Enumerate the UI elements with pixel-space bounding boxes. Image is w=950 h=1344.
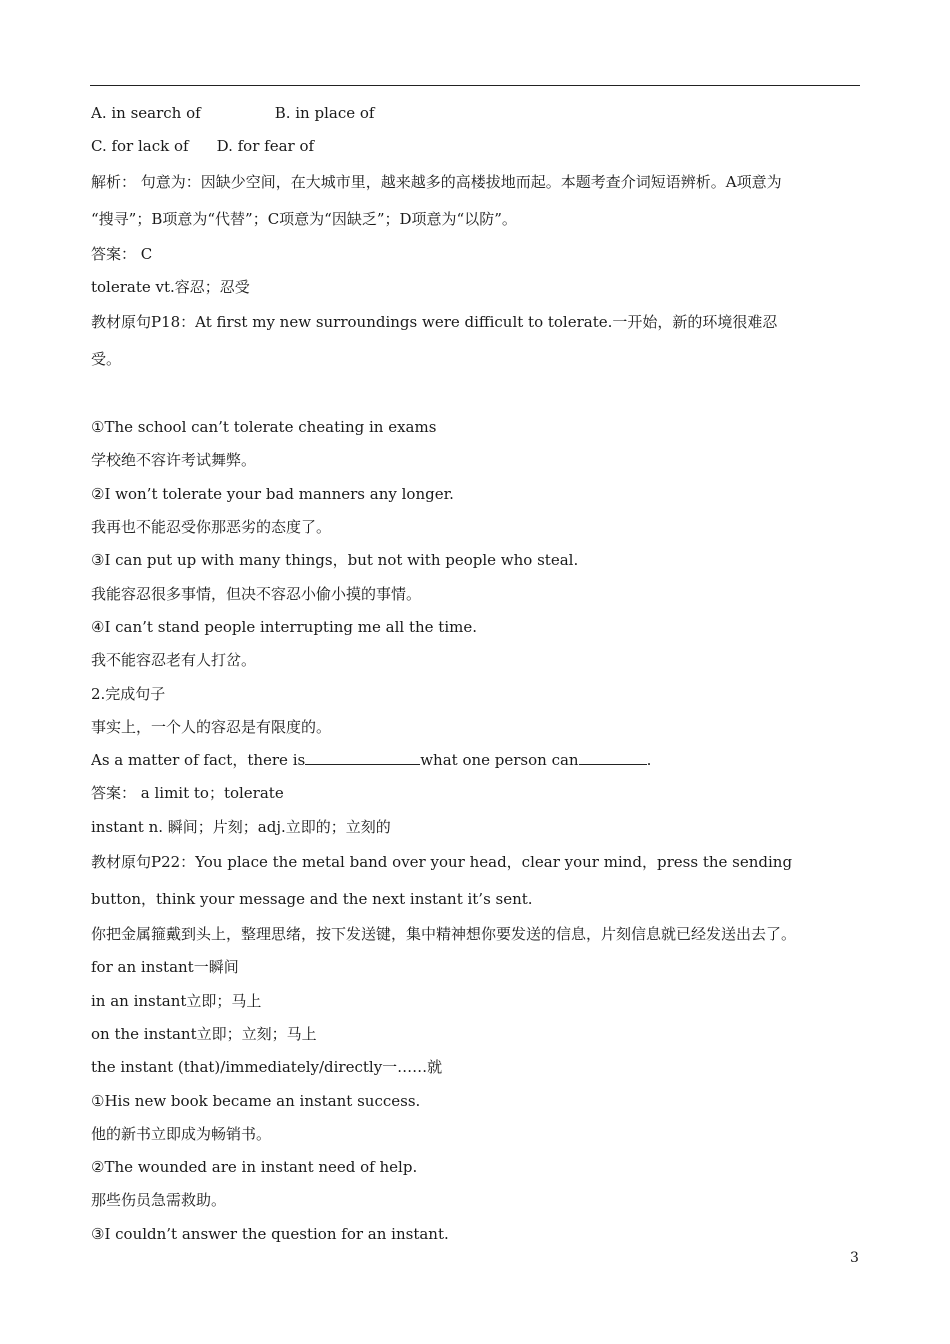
tolerate-example-translation: 我能容忍很多事情，但决不容忍小偷小摸的事情。 bbox=[91, 584, 422, 603]
tolerate-example-translation: 学校绝不容许考试舞弊。 bbox=[91, 451, 257, 470]
answer-blank-1 bbox=[305, 750, 420, 765]
instant-phrase: in an instant立即；马上 bbox=[91, 991, 262, 1010]
instant-phrase: for an instant一瞬间 bbox=[91, 958, 239, 977]
tolerate-headword: tolerate vt.容忍；忍受 bbox=[91, 277, 250, 296]
exercise-text-part-2: what one person can bbox=[420, 751, 579, 770]
instant-example: ③I couldn’t answer the question for an instant. bbox=[91, 1224, 449, 1243]
answer-1: 答案： C bbox=[91, 244, 153, 263]
instant-phrase: on the instant立即；立刻；马上 bbox=[91, 1024, 317, 1043]
tolerate-example-translation: 我再也不能忍受你那恶劣的态度了。 bbox=[91, 518, 332, 537]
options-row-1 bbox=[91, 97, 861, 130]
instant-example: ①His new book became an instant success. bbox=[91, 1091, 421, 1110]
exercise-chinese: 事实上，一个人的容忍是有限度的。 bbox=[91, 717, 332, 736]
instant-example: ②The wounded are in instant need of help. bbox=[91, 1158, 418, 1177]
tolerate-example-translation: 我不能容忍老有人打岔。 bbox=[91, 651, 257, 670]
answer-blank-2 bbox=[579, 750, 647, 765]
exercise-answer: 答案： a limit to；tolerate bbox=[91, 784, 284, 803]
option-a: A. in search of bbox=[91, 104, 201, 122]
exercise-heading: 2.完成句子 bbox=[91, 684, 166, 703]
page-content bbox=[91, 97, 861, 1251]
tolerate-source-line-1: 教材原句P18：At first my new surroundings were difficult to tolerate.一开始，新的环境很难忍 bbox=[91, 313, 778, 332]
spacer bbox=[91, 378, 861, 411]
option-b: B. in place of bbox=[274, 104, 375, 122]
analysis-line-2: “搜寻”；B项意为“代替”；C项意为“因缺乏”；D项意为“以防”。 bbox=[91, 209, 517, 228]
instant-translation: 你把金属箍戴到头上，整理思绪，按下发送键，集中精神想你要发送的信息，片刻信息就已经发送出去了。 bbox=[91, 925, 797, 944]
option-d: D. for fear of bbox=[216, 137, 315, 156]
header-rule bbox=[90, 85, 860, 86]
instant-example-translation: 他的新书立即成为畅销书。 bbox=[91, 1124, 272, 1143]
instant-example-translation: 那些伤员急需救助。 bbox=[91, 1191, 227, 1210]
exercise-text-part-3: . bbox=[646, 751, 652, 770]
analysis-line-1: 解析： 句意为：因缺少空间，在大城市里，越来越多的高楼拔地而起。本题考查介词短语辨析。A项意为 bbox=[91, 172, 782, 191]
options-row-2 bbox=[91, 130, 861, 163]
instant-headword: instant n. 瞬间；片刻；adj.立即的；立刻的 bbox=[91, 817, 391, 836]
exercise-english bbox=[91, 744, 861, 777]
exercise-text-part-1: As a matter of fact，there is bbox=[91, 751, 306, 770]
tolerate-example: ③I can put up with many things，but not with people who steal. bbox=[91, 551, 579, 570]
option-c: C. for lack of bbox=[91, 137, 189, 156]
instant-phrase: the instant (that)/immediately/directly一……就 bbox=[91, 1058, 443, 1077]
tolerate-example: ④I can’t stand people interrupting me all the time. bbox=[91, 617, 477, 636]
tolerate-example: ①The school can’t tolerate cheating in exams bbox=[91, 418, 437, 437]
page-number: 3 bbox=[850, 1250, 859, 1266]
tolerate-source-line-2: 受。 bbox=[91, 350, 122, 369]
instant-source-line-2: button，think your message and the next instant it’s sent. bbox=[91, 890, 533, 909]
instant-source-line-1: 教材原句P22：You place the metal band over your head，clear your mind，press the sending bbox=[91, 853, 793, 872]
tolerate-example: ②I won’t tolerate your bad manners any longer. bbox=[91, 484, 454, 503]
